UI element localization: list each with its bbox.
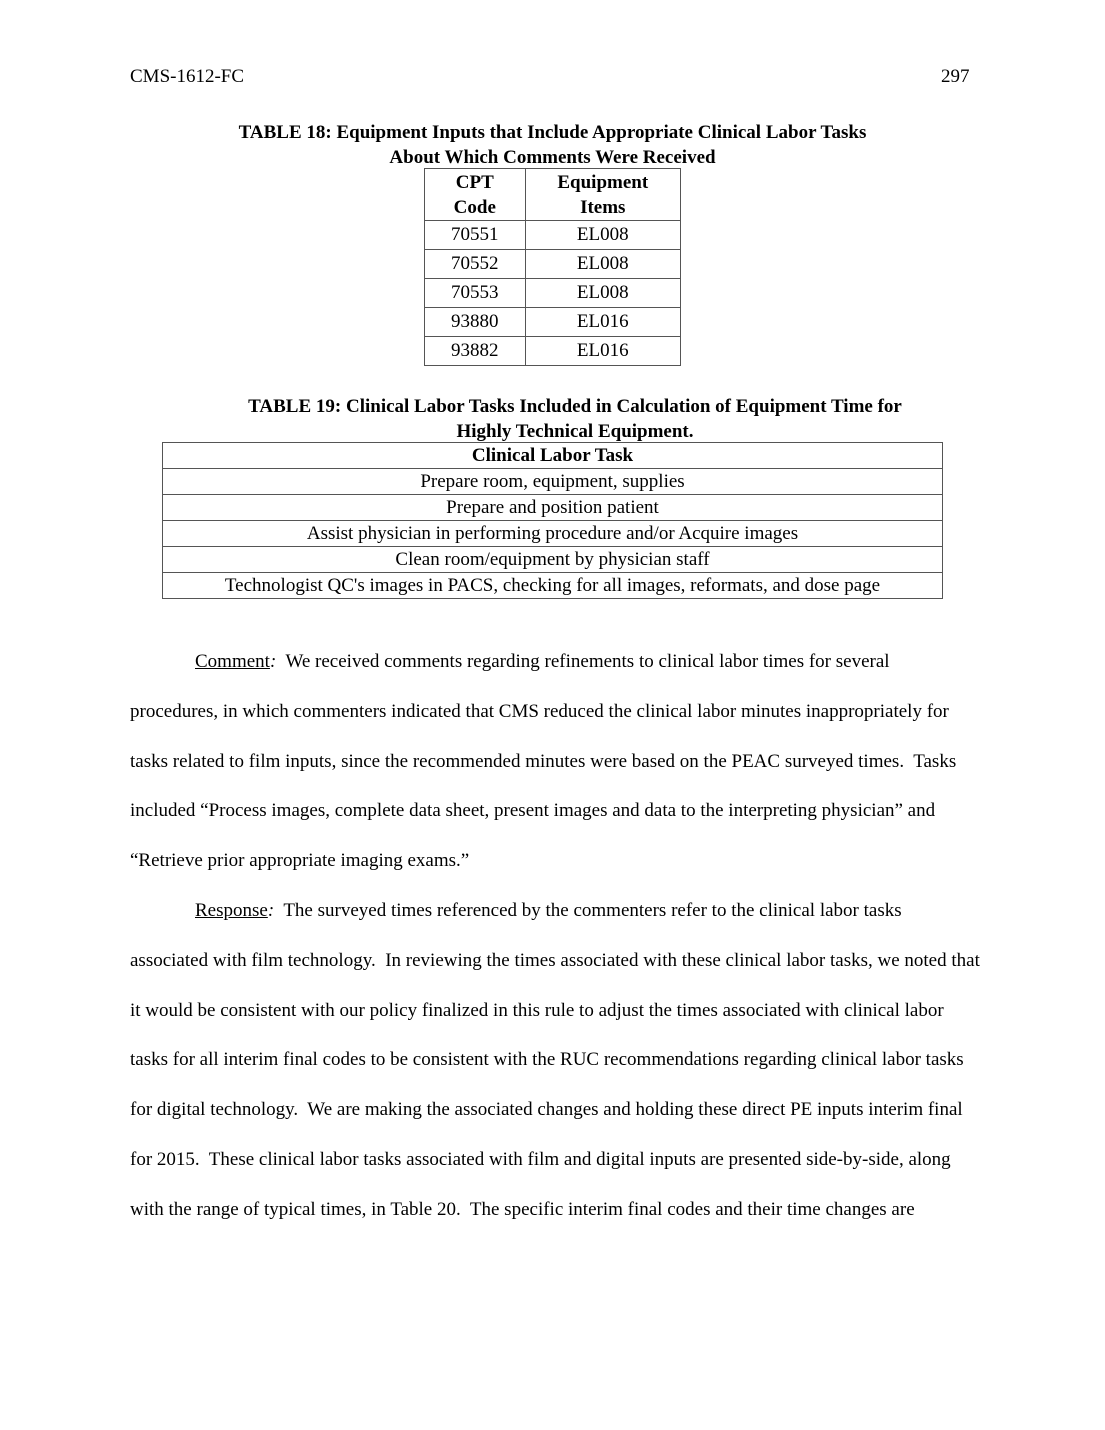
table-18-header-cpt-code bbox=[425, 169, 526, 221]
clinical-labor-task-cell: Prepare and position patient bbox=[163, 495, 943, 521]
clinical-labor-task-cell: Prepare room, equipment, supplies bbox=[163, 469, 943, 495]
cpt-code-cell: 93880 bbox=[425, 308, 526, 337]
table-row bbox=[425, 250, 681, 279]
table-row bbox=[163, 495, 943, 521]
document-id: CMS-1612-FC bbox=[130, 66, 245, 87]
cpt-code-cell: 70551 bbox=[425, 221, 526, 250]
table-19-caption bbox=[160, 394, 990, 444]
comment-paragraph bbox=[130, 637, 980, 886]
header-text: Items bbox=[580, 196, 626, 218]
equipment-item-cell: EL008 bbox=[525, 221, 680, 250]
clinical-labor-task-cell: Assist physician in performing procedure and/or Acquire images bbox=[163, 521, 943, 547]
response-label: Response bbox=[195, 900, 268, 921]
table-19-header-clinical-labor-task: Clinical Labor Task bbox=[163, 443, 943, 469]
table-18-header-row bbox=[425, 169, 681, 221]
header-text: CPT bbox=[455, 171, 494, 193]
table-row bbox=[425, 279, 681, 308]
equipment-item-cell: EL008 bbox=[525, 279, 680, 308]
table-row bbox=[163, 573, 943, 599]
comment-label: Comment bbox=[195, 651, 270, 672]
table-19-header-row bbox=[163, 443, 943, 469]
response-text: The surveyed times referenced by the commenters refer to the clinical labor tasks associated with film technology. In reviewing the times associated with these clinical labor tasks, we noted that it would be consistent with our policy finalized in this rule to adjust the times associated with clinical labor tasks for all interim final codes to be consistent with the RUC recommendations regarding clinical labor tasks for digital technology. We are making the associated changes and holding these direct PE inputs interim final for 2015. These clinical labor tasks associated with film and digital inputs are presented side-by-side, along with the range of typical times, in Table 20. The specific interim final codes and their time changes are bbox=[130, 900, 985, 1220]
response-colon: : bbox=[267, 900, 275, 921]
table-19-caption-line2: Highly Technical Equipment. bbox=[456, 421, 694, 442]
table-row bbox=[163, 469, 943, 495]
table-18-caption bbox=[130, 120, 975, 170]
response-paragraph bbox=[130, 886, 985, 1235]
table-19 bbox=[162, 442, 943, 599]
equipment-item-cell: EL016 bbox=[525, 337, 680, 366]
table-row bbox=[425, 221, 681, 250]
table-18 bbox=[424, 168, 681, 366]
table-row bbox=[425, 337, 681, 366]
cpt-code-cell: 70552 bbox=[425, 250, 526, 279]
equipment-item-cell: EL008 bbox=[525, 250, 680, 279]
page-number: 297 bbox=[941, 66, 970, 87]
clinical-labor-task-cell: Technologist QC's images in PACS, checking for all images, reformats, and dose page bbox=[163, 573, 943, 599]
comment-colon: : bbox=[269, 651, 277, 672]
header-text: Equipment bbox=[557, 171, 649, 193]
clinical-labor-task-cell: Clean room/equipment by physician staff bbox=[163, 547, 943, 573]
comment-text: We received comments regarding refinements to clinical labor times for several procedures, in which commenters indicated that CMS reduced the clinical labor minutes inappropriately for tasks related to film inputs, since the recommended minutes were based on the PEAC surveyed times. Tasks included “Process images, complete data sheet, present images and data to the interpreting physician” and “Retrieve prior appropriate imaging exams.” bbox=[130, 651, 961, 872]
table-18-caption-line1: TABLE 18: Equipment Inputs that Include Appropriate Clinical Labor Tasks bbox=[238, 122, 867, 143]
table-18-header-equipment-items bbox=[525, 169, 680, 221]
equipment-item-cell: EL016 bbox=[525, 308, 680, 337]
table-18-caption-line2: About Which Comments Were Received bbox=[389, 147, 716, 168]
table-row bbox=[163, 547, 943, 573]
header-text: Code bbox=[453, 196, 496, 218]
table-row bbox=[163, 521, 943, 547]
table-row bbox=[425, 308, 681, 337]
cpt-code-cell: 93882 bbox=[425, 337, 526, 366]
table-19-caption-line1: TABLE 19: Clinical Labor Tasks Included in Calculation of Equipment Time for bbox=[248, 396, 902, 417]
cpt-code-cell: 70553 bbox=[425, 279, 526, 308]
